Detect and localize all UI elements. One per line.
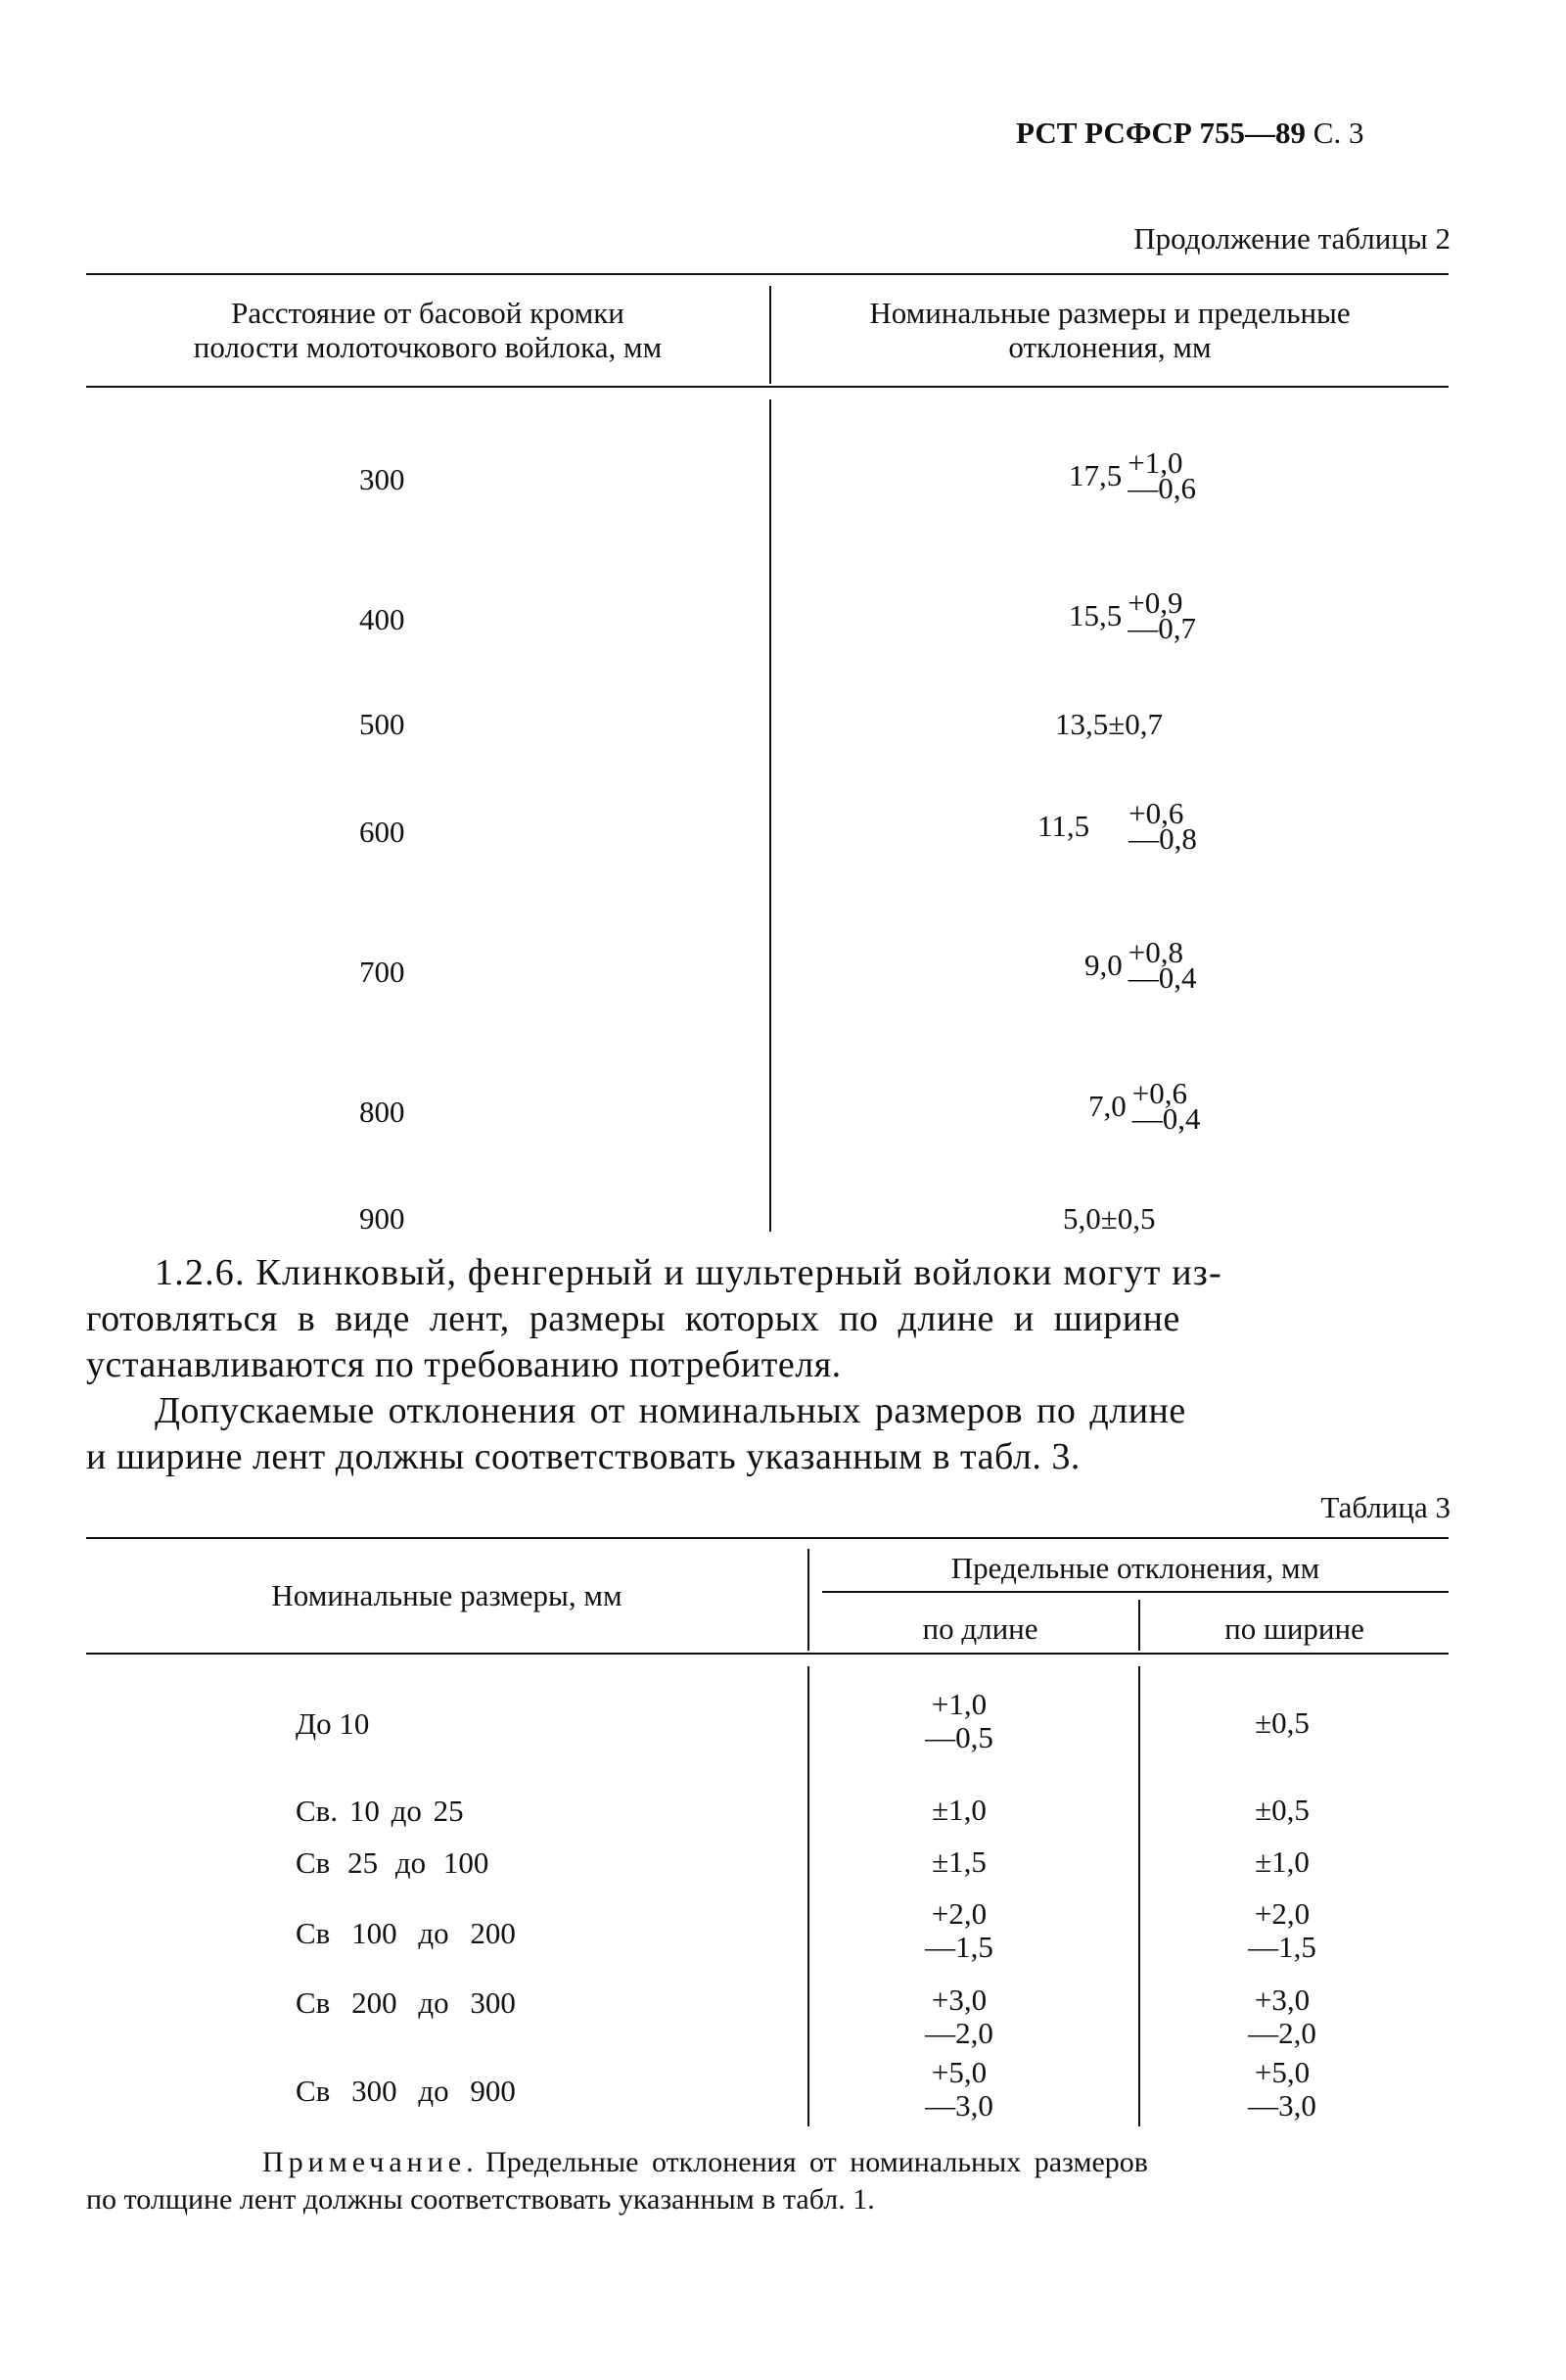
table3-length-dev: +5,0 —3,0 (925, 2055, 993, 2123)
table3-col1-divider (807, 1549, 809, 1651)
clause-line: 1.2.6. Клинковый, фенгерный и шультерный войлоки могут из- (155, 1252, 1222, 1293)
note-label: Примечание. (262, 2146, 479, 2178)
table3-length-dev: +1,0 —0,5 (925, 1687, 993, 1754)
table3-size: Св 200 до 300 (296, 1985, 516, 2020)
table2-distance: 500 (359, 707, 405, 741)
table3-body-divider-1 (807, 1666, 809, 2126)
table2-body-divider (769, 399, 771, 1232)
table2-tolerance: 15,5 +0,9 —0,7 (1069, 585, 1196, 645)
table2-top-rule (86, 273, 1449, 275)
document-code: РСТ РСФСР 755—89 (1016, 116, 1307, 150)
clause-line: Допускаемые отклонения от номинальных размеров по длине (155, 1390, 1186, 1431)
table2-distance: 600 (359, 815, 405, 849)
table3-length-dev: ±1,5 (932, 1844, 987, 1879)
page-header (1016, 116, 1363, 151)
clause-line: готовляться в виде лент, размеры которых по длине и ширине (86, 1298, 1180, 1339)
table3-group-header: Предельные отклонения, мм (950, 1551, 1320, 1585)
table2-tolerance-value: 5,0±0,5 (1063, 1201, 1156, 1236)
table2-distance: 900 (359, 1201, 405, 1236)
table2-col1-header: Расстояние от басовой кромки полости молоточкового войлока, мм (193, 296, 663, 364)
table3-width-dev: ±0,5 (1255, 1793, 1310, 1827)
table2-tolerance: 7,0 +0,6 —0,4 (1088, 1076, 1201, 1136)
table3-size: Св 300 до 900 (296, 2074, 516, 2108)
table3-group-rule (822, 1591, 1449, 1593)
table3-col1-header: Номинальные размеры, мм (271, 1578, 622, 1612)
table2-header-rule (86, 386, 1449, 388)
note-line2: по толщине лент должны соответствовать указанным в табл. 1. (86, 2183, 875, 2216)
table3-size: Св. 10 до 25 (296, 1794, 464, 1828)
table2-distance: 700 (359, 955, 405, 989)
note-text: Предельные отклонения от номинальных размеров (485, 2146, 1148, 2178)
table3-length-dev: +2,0 —1,5 (925, 1896, 993, 1964)
table2-tolerance: 9,0 +0,8 —0,4 (1084, 935, 1197, 995)
table3-caption: Таблица 3 (1320, 1490, 1451, 1524)
table2-caption: Продолжение таблицы 2 (1133, 221, 1451, 256)
table3-size: До 10 (296, 1706, 370, 1741)
table2-col2-header: Номинальные размеры и предельные отклонения, мм (869, 296, 1351, 364)
table3-header-rule (86, 1653, 1449, 1655)
table3-top-rule (86, 1537, 1449, 1539)
table3-body-divider-2 (1138, 1666, 1140, 2126)
clause-line: устанавливаются по требованию потребителя. (86, 1344, 842, 1385)
table2-distance: 800 (359, 1095, 405, 1129)
table3-size: Св 25 до 100 (296, 1845, 489, 1880)
table2-distance: 300 (359, 462, 405, 496)
table3-length-dev: +3,0 —2,0 (925, 1983, 993, 2050)
table2-tolerance-value: 13,5±0,7 (1055, 707, 1164, 741)
table2-tolerance: 17,5 +1,0 —0,6 (1069, 445, 1196, 505)
clause-line: и ширине лент должны соответствовать указанным в табл. 3. (86, 1436, 1081, 1477)
note-line1 (262, 2146, 1148, 2179)
table3-sub-width: по ширине (1224, 1611, 1364, 1646)
table2-tolerance: 11,5 +0,6 —0,8 (1037, 796, 1197, 856)
table3-width-dev: +5,0 —3,0 (1248, 2055, 1316, 2123)
table3-length-dev: ±1,0 (932, 1793, 987, 1827)
table3-width-dev: +2,0 —1,5 (1248, 1896, 1316, 1964)
page-number: С. 3 (1313, 116, 1364, 150)
table2-distance: 400 (359, 602, 405, 636)
table3-size: Св 100 до 200 (296, 1916, 516, 1950)
table3-width-dev: ±1,0 (1255, 1844, 1310, 1879)
table3-width-dev: ±0,5 (1255, 1705, 1310, 1740)
table3-width-dev: +3,0 —2,0 (1248, 1983, 1316, 2050)
table3-sub-length: по длине (922, 1611, 1038, 1646)
